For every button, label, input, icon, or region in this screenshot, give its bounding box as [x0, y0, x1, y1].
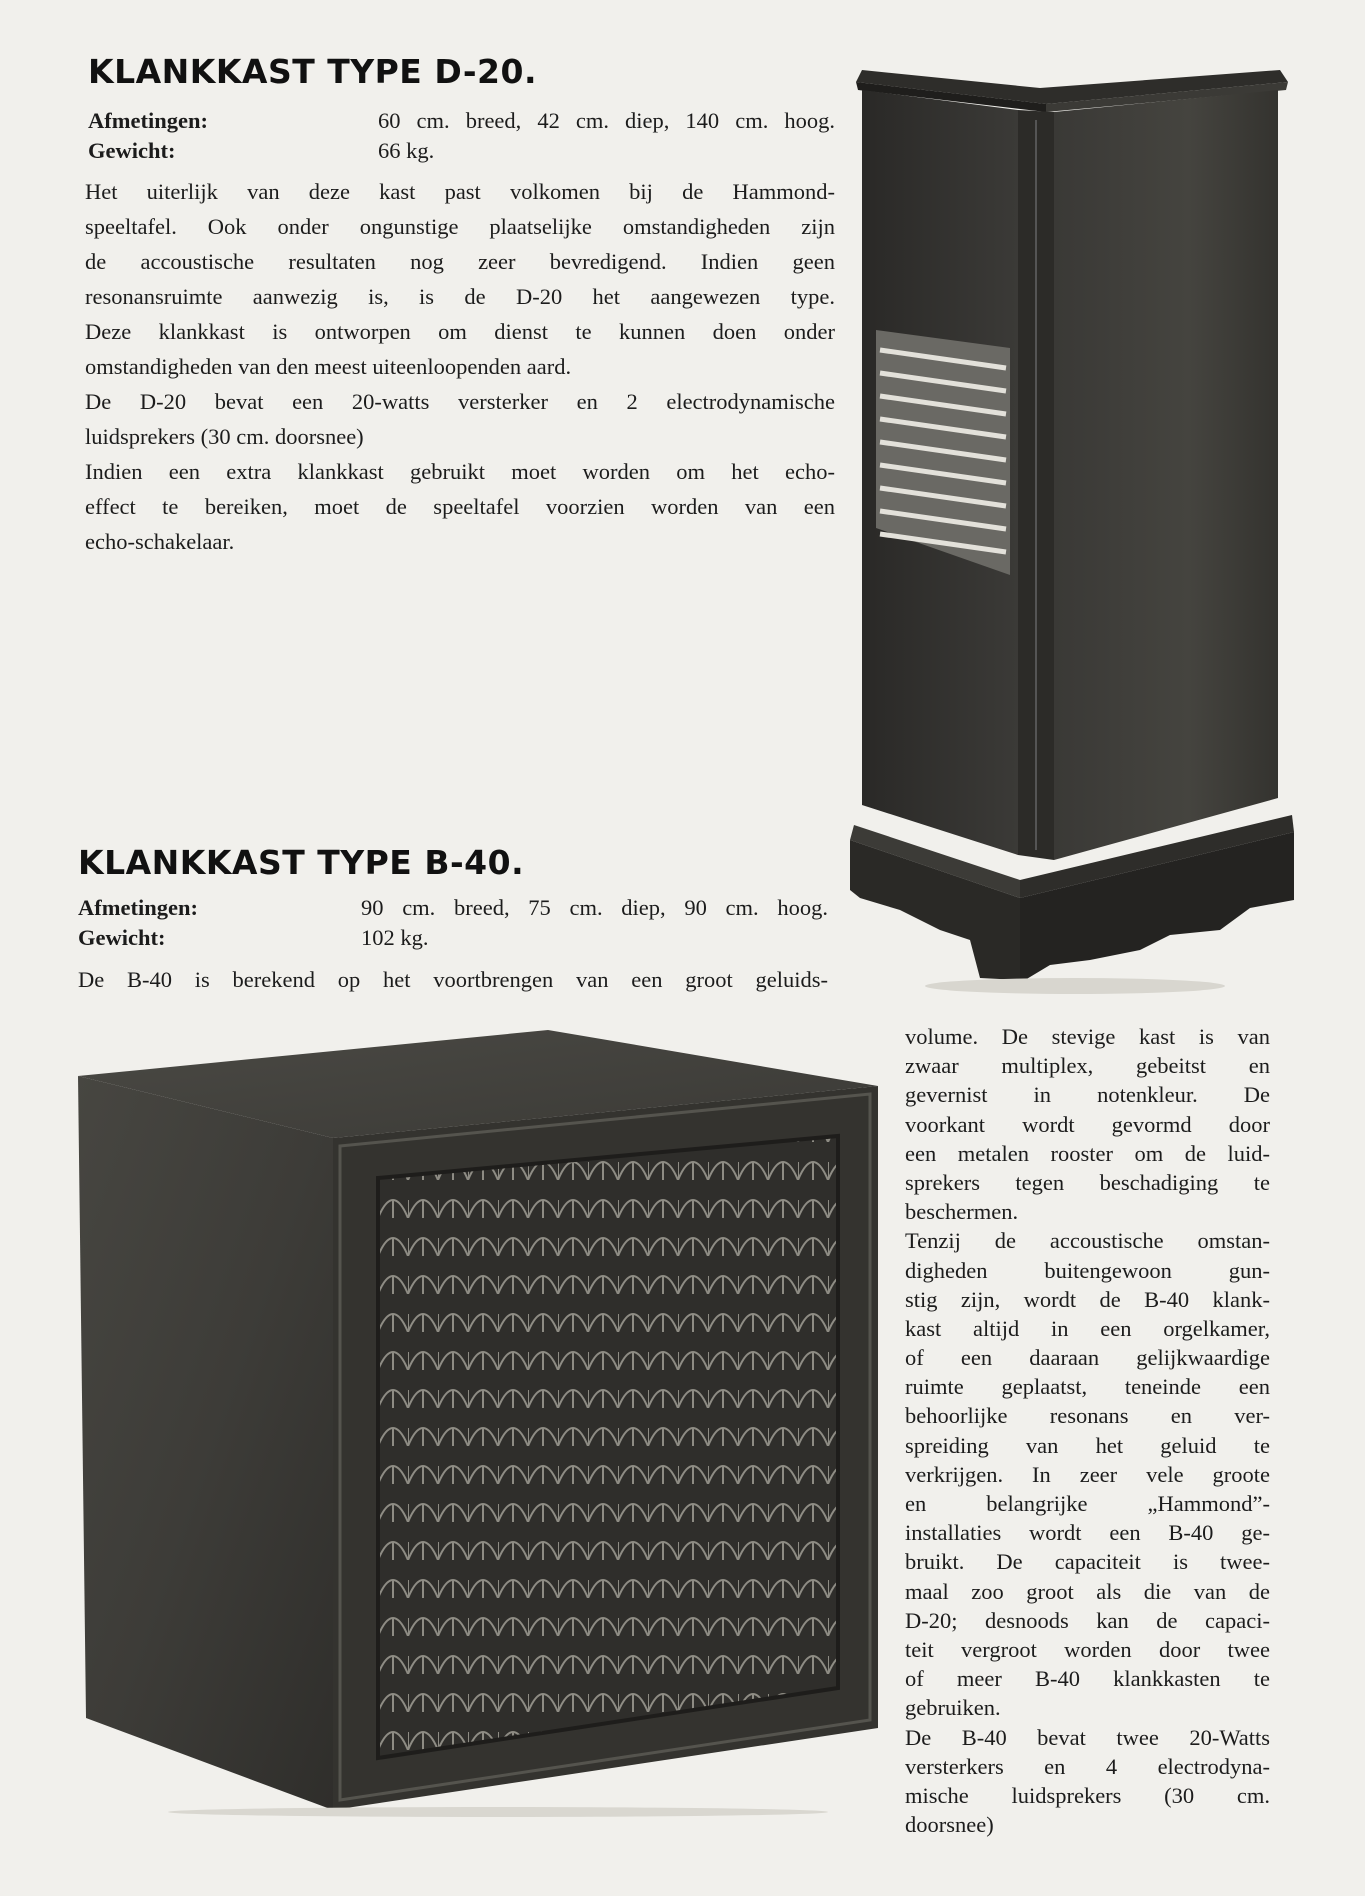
- b40-line: gevernist in notenkleur. De: [905, 1082, 1270, 1108]
- d20-line: Het uiterlijk van deze kast past volkomen bij de Hammond-: [85, 179, 835, 204]
- b40-line: sprekers tegen beschadiging te: [905, 1169, 1270, 1195]
- d20-weight-value: 66 kg.: [378, 138, 435, 163]
- b40-line: behoorlijke resonans en ver-: [905, 1403, 1270, 1429]
- b40-line: versterkers en 4 electrodyna-: [905, 1753, 1270, 1779]
- d20-heading: KLANKKAST TYPE D-20.: [88, 52, 537, 91]
- b40-line: verkrijgen. In zeer vele groote: [905, 1461, 1270, 1487]
- b40-weight-value: 102 kg.: [361, 925, 429, 950]
- b40-intro-line: De B-40 is berekend op het voortbrengen van een groot geluids-: [78, 967, 828, 992]
- d20-weight-row: [88, 136, 835, 166]
- b40-line: kast altijd in een orgelkamer,: [905, 1315, 1270, 1341]
- b40-line: of een daaraan gelijkwaardige: [905, 1345, 1270, 1371]
- b40-line: spreiding van het geluid te: [905, 1432, 1270, 1458]
- b40-line: doorsnee): [905, 1812, 994, 1838]
- b40-specs: [78, 893, 828, 953]
- b40-line: gebruiken.: [905, 1695, 1001, 1721]
- b40-line: stig zijn, wordt de B-40 klank-: [905, 1286, 1270, 1312]
- b40-line: D-20; desnoods kan de capaci-: [905, 1607, 1270, 1633]
- b40-line: Tenzij de accoustische omstan-: [905, 1228, 1270, 1254]
- d20-line: effect te bereiken, moet de speeltafel voorzien worden van een: [85, 494, 835, 519]
- b40-dimensions-label: Afmetingen:: [78, 895, 198, 920]
- b40-line: en belangrijke „Hammond”-: [905, 1491, 1270, 1516]
- b40-line: of meer B-40 klankkasten te: [905, 1666, 1270, 1692]
- b40-dimensions-value: 90 cm. breed, 75 cm. diep, 90 cm. hoog.: [361, 895, 828, 920]
- b40-line: zwaar multiplex, gebeitst en: [905, 1053, 1270, 1079]
- d20-line: De D-20 bevat een 20-watts versterker en 2 electrodynamische: [85, 389, 835, 414]
- b40-dimensions-row: [78, 893, 828, 923]
- b40-line: installaties wordt een B-40 ge-: [905, 1520, 1270, 1546]
- d20-specs: [88, 106, 835, 166]
- d20-dimensions-label: Afmetingen:: [88, 108, 208, 133]
- d20-cabinet-photo: [840, 60, 1300, 995]
- d20-line: luidsprekers (30 cm. doorsnee): [85, 424, 364, 449]
- b40-weight-label: Gewicht:: [78, 925, 166, 950]
- b40-line: volume. De stevige kast is van: [905, 1024, 1270, 1049]
- d20-line: de accoustische resultaten nog zeer bevredigend. Indien geen: [85, 249, 835, 274]
- b40-line: maal zoo groot als die van de: [905, 1578, 1270, 1604]
- b40-line: mische luidsprekers (30 cm.: [905, 1782, 1270, 1808]
- d20-line: resonansruimte aanwezig is, is de D-20 het aangewezen type.: [85, 284, 835, 309]
- b40-weight-row: [78, 923, 828, 953]
- b40-line: ruimte geplaatst, teneinde een: [905, 1374, 1270, 1400]
- b40-line: beschermen.: [905, 1199, 1019, 1225]
- b40-line: teit vergroot worden door twee: [905, 1636, 1270, 1662]
- d20-line: echo-schakelaar.: [85, 529, 235, 554]
- d20-dimensions-row: [88, 106, 835, 136]
- b40-description-column: [905, 1022, 1270, 1839]
- d20-dimensions-value: 60 cm. breed, 42 cm. diep, 140 cm. hoog.: [378, 108, 835, 133]
- d20-weight-label: Gewicht:: [88, 138, 176, 163]
- d20-line: speeltafel. Ook onder ongunstige plaatselijke omstandigheden zijn: [85, 214, 835, 239]
- b40-line: digheden buitengewoon gun-: [905, 1257, 1270, 1283]
- b40-line: bruikt. De capaciteit is twee-: [905, 1549, 1270, 1575]
- b40-heading: KLANKKAST TYPE B-40.: [78, 843, 525, 882]
- b40-line: een metalen rooster om de luid-: [905, 1140, 1270, 1166]
- b40-line: De B-40 bevat twee 20-Watts: [905, 1724, 1270, 1750]
- b40-intro: [78, 962, 828, 997]
- d20-line: omstandigheden van den meest uiteenloopenden aard.: [85, 354, 572, 379]
- b40-line: voorkant wordt gevormd door: [905, 1111, 1270, 1137]
- d20-line: Deze klankkast is ontworpen om dienst te kunnen doen onder: [85, 319, 835, 344]
- d20-description: [85, 174, 835, 559]
- d20-line: Indien een extra klankkast gebruikt moet worden om het echo-: [85, 459, 835, 484]
- b40-cabinet-photo: [78, 1028, 888, 1818]
